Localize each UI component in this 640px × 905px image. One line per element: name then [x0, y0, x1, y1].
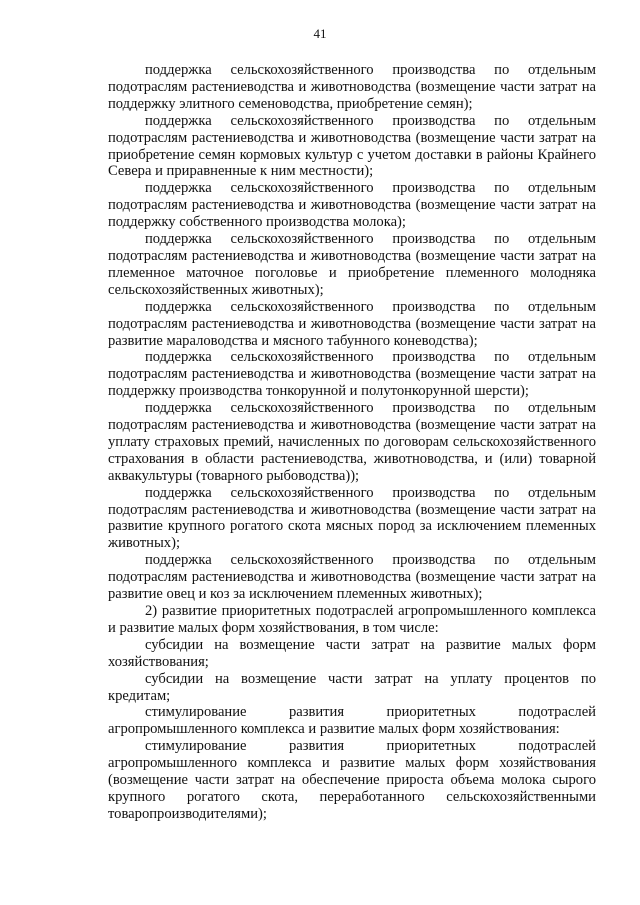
paragraph: поддержка сельскохозяйственного производства по отдельным подотраслям растениеводства и животноводства (возмещение части затрат на поддержку элитного семеноводства, приобретение семян);: [108, 62, 596, 112]
paragraph: поддержка сельскохозяйственного производства по отдельным подотраслям растениеводства и животноводства (возмещение части затрат на поддержку собственного производства молока);: [108, 180, 596, 231]
paragraph: поддержка сельскохозяйственного производства по отдельным подотраслям растениеводства и животноводства (возмещение части затрат на развитие крупного рогатого скота мясных пород за исключением племенных животных);: [108, 484, 596, 552]
paragraph: стимулирование развития приоритетных подотраслей агропромышленного комплекса и развитие малых форм хозяйствования (возмещение части затрат на обеспечение прироста объема молока сырого крупного рогатого скота, переработанного сельскохозяйственными товаропроизводителями);: [108, 738, 596, 822]
paragraph: стимулирование развития приоритетных подотраслей агропромышленного комплекса и развитие малых форм хозяйствования:: [108, 704, 596, 738]
paragraph: поддержка сельскохозяйственного производства по отдельным подотраслям растениеводства и животноводства (возмещение части затрат на приобретение семян кормовых культур с учетом доставки в районы Крайнего Севера и приравненные к ним местности);: [108, 112, 596, 180]
paragraph: поддержка сельскохозяйственного производства по отдельным подотраслям растениеводства и животноводства (возмещение части затрат на развитие овец и коз за исключением племенных животных);: [108, 552, 596, 603]
paragraph: субсидии на возмещение части затрат на развитие малых форм хозяйствования;: [108, 636, 596, 670]
paragraph: поддержка сельскохозяйственного производства по отдельным подотраслям растениеводства и животноводства (возмещение части затрат на развитие мараловодства и мясного табунного коневодства);: [108, 298, 596, 349]
paragraph: поддержка сельскохозяйственного производства по отдельным подотраслям растениеводства и животноводства (возмещение части затрат на поддержку производства тонкорунной и полутонкорунной шерсти);: [108, 349, 596, 400]
paragraph: поддержка сельскохозяйственного производства по отдельным подотраслям растениеводства и животноводства (возмещение части затрат на уплату страховых премий, начисленных по договорам сельскохозяйственного страхования в области растениеводства, животноводства, и (или) товарной аквакультуры (товарного рыбоводства));: [108, 400, 596, 484]
document-body: [108, 62, 596, 823]
page-number: 41: [313, 26, 327, 41]
list-item-2: 2) развитие приоритетных подотраслей агропромышленного комплекса и развитие малых форм хозяйствования, в том числе:: [108, 603, 596, 636]
paragraph: субсидии на возмещение части затрат на уплату процентов по кредитам;: [108, 670, 596, 704]
paragraph: поддержка сельскохозяйственного производства по отдельным подотраслям растениеводства и животноводства (возмещение части затрат на племенное маточное поголовье и приобретение племенного молодняка сельскохозяйственных животных);: [108, 231, 596, 298]
